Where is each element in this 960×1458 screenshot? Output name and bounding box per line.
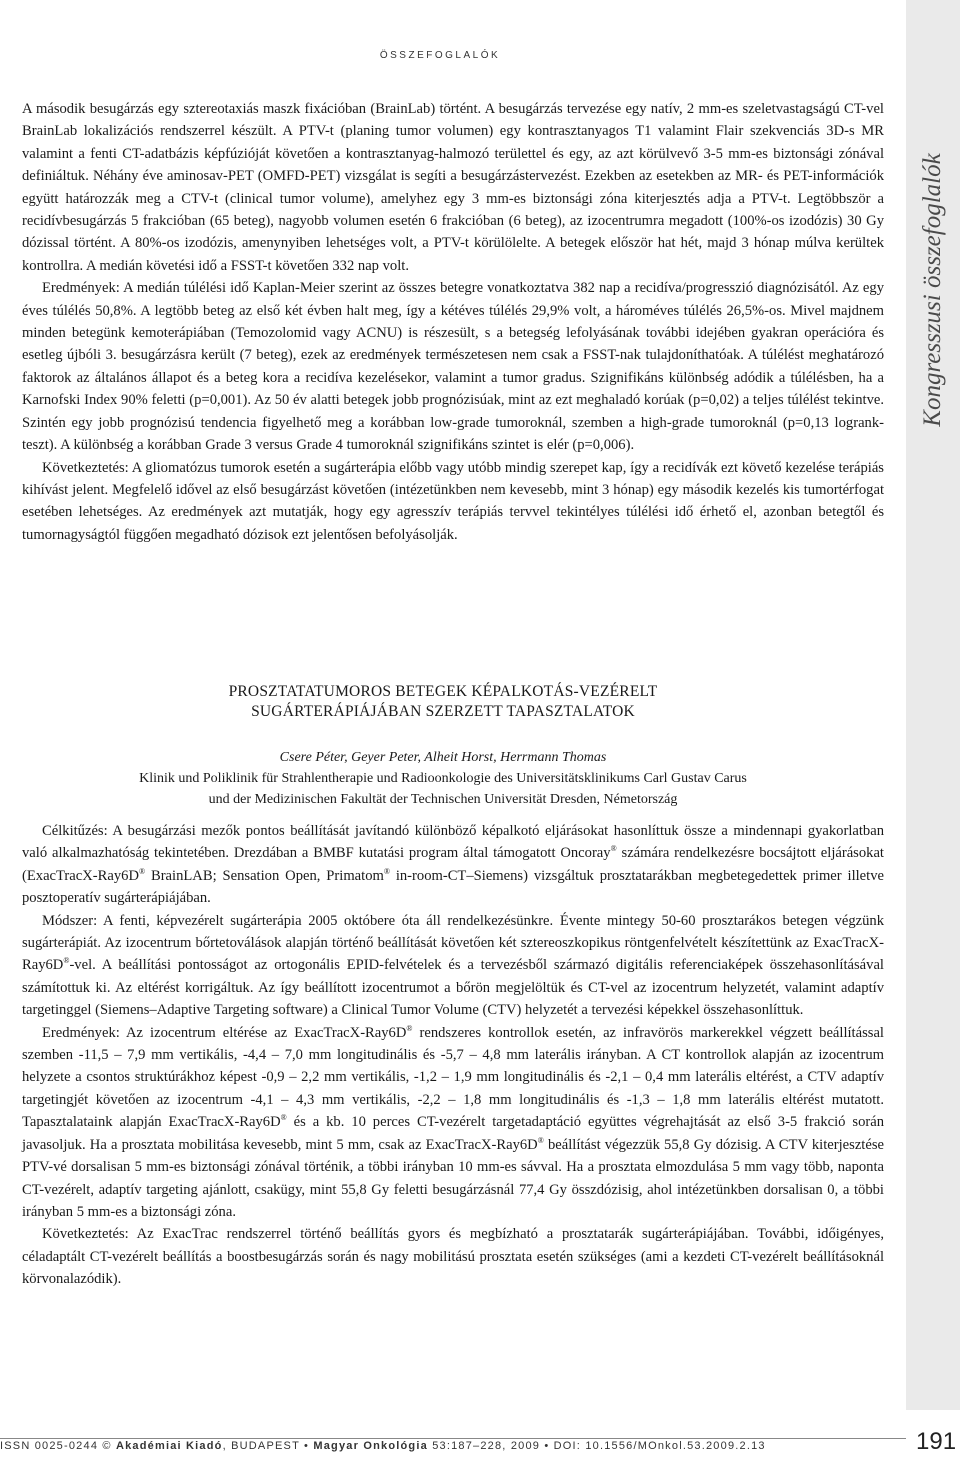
sidebar-title: Kongresszusi összefoglalók bbox=[919, 153, 946, 427]
paragraph-method: Módszer: A fenti, képvezérelt sugárterápia 2005 októbere óta áll rendelkezésünkre. Évente mintegy 50-60 prosztarákos betegen végzünk sugárterápiát. Az izocentrum bőrtetoválások alapján történő beállítását követően két sztereoszkopikus röntgenfelvételt készítettünk az ExacTracX-Ray6D®-vel. A beállítási pontosságot az ortogonális EPID-felvételek és a tervezésből származó digitális referenciaképek összehasonlításával számítottuk ki. Az eltérést korrigáltuk. Az így beállított izocentrumot a bőrön megjelöltük és CT-vel az izocentrum helyzetét, valamint adaptív targetinggel (Siemens–Adaptive Targeting software) a Clinical Tumor Volume (CTV) helyzetét a tervezési képekkel összehasonlíttuk. bbox=[22, 912, 884, 1019]
section-header: ÖSSZEFOGLALÓK bbox=[379, 50, 501, 61]
paragraph: A második besugárzás egy sztereotaxiás maszk fixációban (BrainLab) történt. A besugárzás tervezése egy natív, 2 mm-es szeletvastagságú CT-vel BrainLab lokalizációs rendszerrel készült. A PTV-t (planing tumor volumen) egy kontrasztanyagos T1 valamint Flair szekvenciás 3D-s MR valamint a fenti CT-adatbázis képfúzióját követően a kontrasztanyag-halmozó területtel és egy, az azt körülvevő 3-5 mm-es biztonsági zónával definiáltuk. Néhány éve aminosav-PET (OMFD-PET) vizsgálat is segíti a besugárzástervezést. Ezekben az esetekben az MR- és PET-információk együtt határozzák meg a CTV-t (clinical tumor volume), amelyhez egy 3 mm-es biztonsági zóna kiterjesztés adja a PTV-t. Legtöbbször a recidívbesugárzás 5 frakcióban (65 beteg), nagyobb volumen esetén 6 frakcióban (6 beteg), az izocentrumra megadott (100%-os izodózis) 30 Gy dózissal történt. A 80%-os izodózis, amenynyiben lehetséges volt, a PTV-t körülölelte. A betegek először hat hét, majd 3 hónap múlva kerültek kontrollra. A medián követési idő a FSST-t követően 332 nap volt. bbox=[22, 101, 884, 274]
publisher-name: Akadémiai Kiadó bbox=[115, 1440, 223, 1452]
affiliation-line2: und der Medizinischen Fakultät der Technischen Universität Dresden, Németország bbox=[208, 792, 678, 807]
article-title bbox=[0, 682, 886, 722]
article-affiliation bbox=[0, 768, 886, 810]
paragraph-conclusion-2: Következtetés: Az ExacTrac rendszerrel történő beállítás gyors és megbízható a prosztatarák sugárterápiájában. További, időigényes, céladaptált CT-vezérelt beállítás a boostbesugárzás során és nagy mobilitású prosztata esetén szükséges (ami a kezdeti CT-vezérelt beállításoknál körvonalazódik). bbox=[22, 1226, 884, 1288]
second-article-body bbox=[22, 820, 884, 1291]
article-title-line1: PROSZTATATUMOROS BETEGEK KÉPALKOTÁS-VEZÉRELT bbox=[228, 683, 658, 700]
affiliation-line1: Klinik und Poliklinik für Strahlentherapie und Radioonkologie des Universitätsklinikums Carl Gustav Carus bbox=[139, 771, 747, 786]
footer-divider bbox=[0, 1438, 906, 1439]
first-article-body bbox=[22, 98, 884, 546]
page-number: 191 bbox=[916, 1428, 957, 1455]
footer: ISSN 0025-0244 © Akadémiai Kiadó, BUDAPEST • Magyar Onkológia 53:187–228, 2009 • DOI: 10.1556/MOnkol.53.2009.2.13 bbox=[0, 1440, 766, 1452]
article-authors: Csere Péter, Geyer Peter, Alheit Horst, Herrmann Thomas bbox=[279, 750, 607, 765]
article-title-line2: SUGÁRTERÁPIÁJÁBAN SZERZETT TAPASZTALATOK bbox=[251, 703, 635, 720]
paragraph-results-2: Eredmények: Az izocentrum eltérése az ExacTracX-Ray6D® rendszeres kontrollok esetén, az infravörös markerekkel végzett beállítással szemben -11,5 – 7,9 mm vertikális, -4,4 – 7,0 mm longitudinális és -5,7 – 4,8 mm laterális irányban. A CT kontrollok alapján az izocentrum helyzete a csontos struktúrákhoz képest -0,9 – 2,2 mm vertikális, -1,2 – 1,9 mm longitudinális és -2,1 – 0,4 mm laterális eltérést, a CTV adaptív targetingjét követően az izocentrum -4,1 – 4,3 mm vertikális, -2,2 – 1,8 mm longitudinális és -1,3 – 1,8 mm laterális eltérést mutatott. Tapasztalataink alapján ExacTracX-Ray6D® és a kb. 10 perces CT-vezérelt targetadaptáció együttes végrehajtását az első 3-5 frakció során javasoljuk. Ha a prosztata mobilitása kevesebb, mint 5 mm, csak az ExacTracX-Ray6D® beállítást végezzük 55,8 Gy dózisig. A CTV kiterjesztése PTV-vé dorsalisan 5 mm-es biztonsági zónával történik, a többi irányban 10 mm-es sávval. Ha a prosztata elmozdulása 5 mm vagy több, naponta CT-vezérelt, adaptív targeting ajánlott, csakügy, mint 55,8 Gy feletti besugárzásnál 77,4 Gy összdózisig, ahol intézetünkben dorsalisan 0, a többi irányban 5 mm-es a biztonsági zóna. bbox=[22, 1023, 884, 1220]
paragraph-conclusion: Következtetés: A gliomatózus tumorok esetén a sugárterápia előbb vagy utóbb mindig szerepet kap, így a recidívák ezt követő kezelése terápiás kihívást jelent. Megfelelő idővel az első besugárzást követően (intézetünkben nem kevesebb, mint 3 hónap) egy második kezelés kis tumortérfogat esetében lehetséges. Az eredmények azt mutatják, hogy egy agresszív terápiás tervvel tekintélyes túlélési idő érhető el, azonban betegtől és tumornagyságtól függően megadható dózisok ezt jelentősen befolyásolják. bbox=[22, 459, 884, 543]
paragraph-results: Eredmények: A medián túlélési idő Kaplan-Meier szerint az összes betegre vonatkoztatva 382 nap a recidíva/progresszió diagnózisától. Az egy éves túlélés 50,8%. A legtöbb beteg az első két évben halt meg, így a kétéves túlélés 29,9% volt, a hároméves túlélés 26,5%-os. Mivel majdnem minden betegünk kemoterápiában (Temozolomid vagy ACNU) is részesült, s a betegség lefolyásának további idejében gyakran operációra és esetleg újbóli 3. besugárzásra került (7 beteg), ezek az eredmények természetesen nem csak a FSST-nak tulajdoníthatóak. A túlélést meghatározó faktorok az általános állapot és a beteg kora a recidíva kezelésekor, valamint a tumor gradus. Szignifikáns különbség adódik a túlélésben, ha a Karnofski Index 90% feletti (p=0,001). Az 50 év alatti betegek jobb prognózisúak, mint az ezt meghaladó korúak (p=0,02) a teljes túlélést tekintve. Szintén egy jobb prognózisú tendencia figyelhető meg a korábban low-grade tumoroknál, szemben a high-grade tumoroknál (p=0,13 logrank-teszt). A különbség a korábban Grade 3 versus Grade 4 tumoroknál szignifikáns szintet is elér (p=0,006). bbox=[22, 280, 884, 454]
journal-name: Magyar Onkológia bbox=[313, 1440, 428, 1452]
paragraph-objective: Célkitűzés: A besugárzási mezők pontos beállítását javítandó különböző képalkotó eljárásokat hasonlíttuk össze a mindennapi gyakorlatban való alkalmazhatóság tekintetében. Drezdában a BMBF kutatási program által támogatott Oncoray® számára rendelkezésre bocsájtott eljárásokat (ExacTracX-Ray6D® BrainLAB; Sensation Open, Primatom® in-room-CT–Siemens) vizsgáltuk prosztatarákban megbetegedettek primer illetve posztoperatív sugárterápiájában. bbox=[22, 823, 884, 907]
